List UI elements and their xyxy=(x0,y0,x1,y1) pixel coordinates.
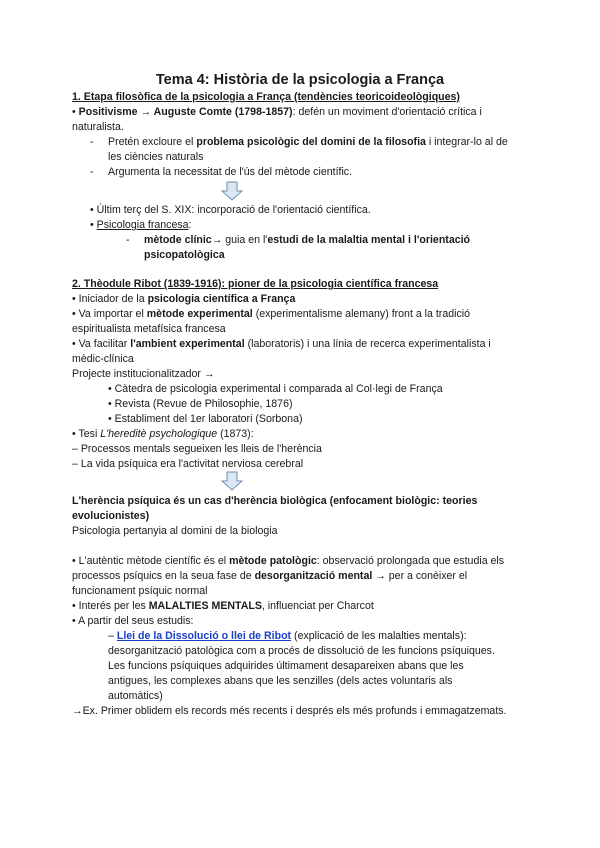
bold-text: problema psicològic del domini de la filosofia xyxy=(196,136,426,148)
text: → per a conèixer el xyxy=(372,570,468,582)
a-partir-line: • A partir del seus estudis: xyxy=(72,615,194,627)
positivisme-line xyxy=(72,105,482,121)
text: • L'autèntic mètode científic és el xyxy=(72,555,230,567)
projecte-line: Projecte institucionalitzador → xyxy=(72,368,215,380)
list-item: • Càtedra de psicologia experimental i comparada al Col·legi de França xyxy=(108,383,443,395)
bold-text: mètode experimental xyxy=(146,308,253,320)
ultim-terç-line: • Últim terç del S. XIX: incorporació de l'orientació científica. xyxy=(90,204,371,216)
metode-patologic-cont-2: funcionament psíquic normal xyxy=(72,585,208,597)
text: (explicació de les malalties mentals): xyxy=(291,630,467,642)
bold-text: mètode clínic xyxy=(144,234,212,246)
section-1-heading: 1. Etapa filosòfica de la psicologia a França (tendències teoricoideològiques) xyxy=(72,91,460,103)
sub-dash: - xyxy=(126,234,130,246)
text: : observació prolongada que estudia els xyxy=(316,555,505,567)
text: , influenciat per Charcot xyxy=(261,600,374,612)
text: • Tesi xyxy=(72,428,101,440)
llei-cont-1: desorganització patològica com a procés de dissolució de les funcions psíquiques. xyxy=(108,645,495,657)
list-item: • Revista (Revue de Philosophie, 1876) xyxy=(108,398,293,410)
text: processos psíquics en la seua fase de xyxy=(72,570,255,582)
pretén-cont: les ciències naturals xyxy=(108,151,204,163)
bold-text: L'herència psíquica és un cas d'herència biològica (enfocament biològic: teories xyxy=(72,495,478,507)
bold-text: MALALTIES MENTALS xyxy=(148,600,262,612)
pretén-line xyxy=(108,135,508,151)
bullet: • xyxy=(90,219,94,231)
llei-line xyxy=(108,629,467,645)
facilitar-cont: mèdic-clínica xyxy=(72,353,134,365)
argumenta-line: Argumenta la necessitat de l'ús del mètode científic. xyxy=(108,166,353,178)
facilitar-line xyxy=(72,337,491,353)
llei-ribot-link-text: Llei de la Dissolució o llei de Ribot xyxy=(116,630,292,642)
example-line: →Ex. Primer oblidem els records més recents i després els més profunds i emmagatzemats. xyxy=(72,705,507,717)
section-2-heading: 2. Thèodule Ribot (1839-1916): pioner de la psicologia científica francesa xyxy=(72,278,439,290)
metode-patologic-cont xyxy=(72,569,467,585)
positivisme-rest: : defén un moviment d'orientació crítica i xyxy=(292,106,482,118)
text: – xyxy=(108,630,117,642)
metode-clinic-line xyxy=(144,233,470,249)
text: (1873): xyxy=(217,428,254,440)
bold-text: psicologia científica a França xyxy=(147,293,296,305)
underlined-text: Psicologia francesa xyxy=(96,219,189,231)
llei-cont-2: Les funcions psíquiques adquirides últimament desapareixen abans que les xyxy=(108,660,464,672)
bullet: • xyxy=(72,106,76,118)
bold-text: psicopatològica xyxy=(144,249,225,261)
list-item: • Establiment del 1er laboratori (Sorbona) xyxy=(108,413,303,425)
down-arrow-icon xyxy=(221,181,243,201)
text: • Interés per les xyxy=(72,600,149,612)
tesi-point-2: – La vida psíquica era l'activitat nerviosa cerebral xyxy=(72,458,304,470)
text: • Va facilitar xyxy=(72,338,131,350)
text: → guia en l' xyxy=(211,234,268,246)
tesi-line xyxy=(72,427,254,443)
page-title: Tema 4: Història de la psicologia a França xyxy=(155,72,445,88)
text: : xyxy=(188,219,192,231)
bold-text: evolucionistes) xyxy=(72,510,150,522)
down-arrow-icon xyxy=(221,471,243,491)
herencia-line xyxy=(72,494,477,510)
text: (experimentalisme alemany) front a la tradició xyxy=(252,308,471,320)
interes-line xyxy=(72,599,374,615)
herencia-cont xyxy=(72,509,149,525)
metode-clinic-cont xyxy=(144,248,225,264)
dash-1: - xyxy=(90,136,94,148)
text: i integrar-lo al de xyxy=(425,136,508,148)
importar-cont: espiritualista metafísica francesa xyxy=(72,323,226,335)
bold-text: l'ambient experimental xyxy=(130,338,245,350)
dash-2: - xyxy=(90,166,94,178)
text: • Iniciador de la xyxy=(72,293,148,305)
bold-text: desorganització mental xyxy=(254,570,373,582)
bold-text: estudi de la malaltia mental i l'orientació xyxy=(267,234,471,246)
tesi-point-1: – Processos mentals segueixen les lleis de l'herència xyxy=(72,443,322,455)
text: • Va importar el xyxy=(72,308,147,320)
text: (laboratoris) i una línia de recerca experimentalista i xyxy=(244,338,491,350)
text: Pretén excloure el xyxy=(108,136,197,148)
importar-line xyxy=(72,307,470,323)
bold-text: mètode patològic xyxy=(229,555,317,567)
italic-text: L'hereditè psychologique xyxy=(100,428,218,440)
llei-cont-3: antigues, les complexes abans que les senzilles (dels actes voluntaris als xyxy=(108,675,453,687)
psicologia-francesa-line xyxy=(90,218,192,234)
llei-cont-4: automàtics) xyxy=(108,690,163,702)
metode-patologic-line xyxy=(72,554,504,570)
psicologia-biologia-line: Psicologia pertanyia al domini de la biologia xyxy=(72,525,278,537)
positivisme-cont: naturalista. xyxy=(72,121,124,133)
positivisme-bold: Positivisme → Auguste Comte (1798-1857) xyxy=(78,106,293,118)
iniciador-line xyxy=(72,292,295,308)
